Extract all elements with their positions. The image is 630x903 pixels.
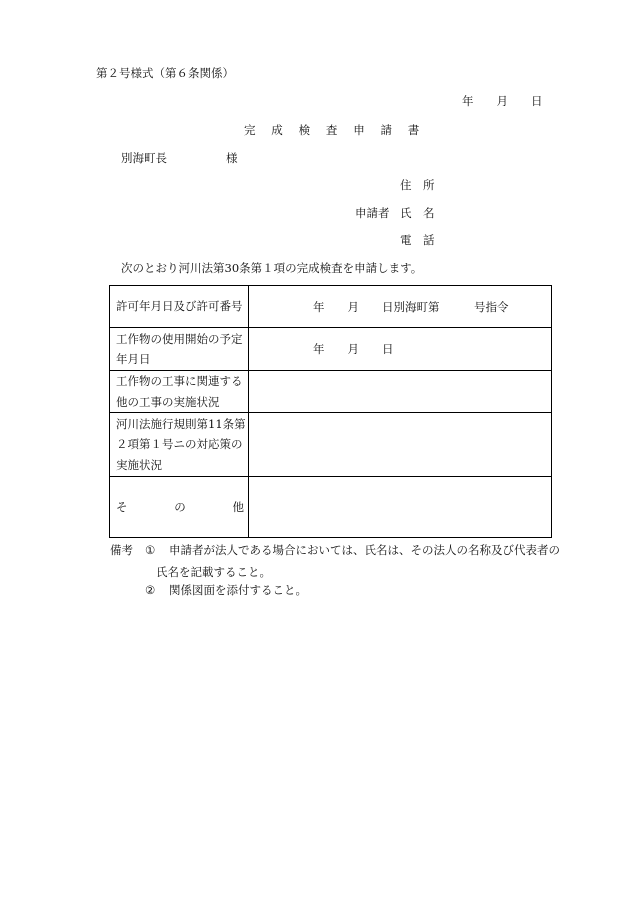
- application-date-line: 年 月 日: [462, 94, 543, 108]
- other-label-char: 他: [232, 500, 244, 514]
- inspection-details-table: [109, 285, 552, 538]
- other-label-cell: [110, 477, 249, 537]
- remark-text-line: 関係図面を添付すること。: [169, 583, 307, 597]
- permit-label-cell: [110, 286, 249, 327]
- form-title: 完成検査申請書: [244, 123, 436, 137]
- start-date-value-cell: 年 月 日: [313, 342, 394, 356]
- table-row-permit: [110, 286, 551, 328]
- remark-text-line: 申請者が法人である場合においては、氏名は、その法人の名称及び代表者の: [169, 543, 560, 557]
- countermeasures-label-line: ２項第１号ニの対応策の: [116, 437, 243, 452]
- table-row-countermeasures: [110, 413, 551, 477]
- table-row-related-works: [110, 371, 551, 413]
- other-value-cell: [249, 477, 551, 537]
- related-works-label-line: 他の工事の実施状況: [116, 394, 220, 409]
- countermeasures-value-cell: [249, 413, 551, 476]
- table-row-other: [110, 477, 551, 537]
- application-statement: 次のとおり河川法第30条第１項の完成検査を申請します。: [121, 261, 423, 275]
- countermeasures-label-line: 実施状況: [116, 457, 162, 472]
- related-works-value-cell: [249, 371, 551, 412]
- start-date-label-line: 工作物の使用開始の予定: [116, 331, 243, 346]
- start-date-label-line: 年月日: [116, 352, 151, 366]
- other-label-char: の: [174, 500, 186, 514]
- related-works-label-cell: [110, 371, 249, 412]
- applicant-label: 申請者: [355, 206, 390, 220]
- addressee-name: 別海町長: [121, 151, 167, 165]
- permit-value-cell: 年 月 日別海町第 号指令: [313, 299, 509, 314]
- remark-text-line: 氏名を記載すること。: [156, 565, 271, 579]
- remark-marker: ①: [145, 543, 156, 557]
- other-label-char: そ: [116, 500, 128, 514]
- table-row-start-date: [110, 328, 551, 371]
- permit-label: 許可年月日及び許可番号: [116, 299, 243, 314]
- remark-marker: ②: [145, 583, 156, 597]
- related-works-label-line: 工作物の工事に関連する: [116, 374, 243, 388]
- countermeasures-label-cell: [110, 413, 249, 476]
- applicant-address-label: 住 所: [400, 178, 435, 192]
- applicant-phone-label: 電 話: [400, 233, 435, 247]
- applicant-name-label: 氏 名: [400, 206, 435, 220]
- form-number: 第２号様式（第６条関係）: [96, 66, 234, 80]
- countermeasures-label-line: 河川法施行規則第11条第: [116, 416, 246, 431]
- addressee-honorific: 様: [226, 151, 238, 165]
- start-date-label-cell: [110, 328, 249, 370]
- remarks-heading: 備考: [110, 543, 133, 557]
